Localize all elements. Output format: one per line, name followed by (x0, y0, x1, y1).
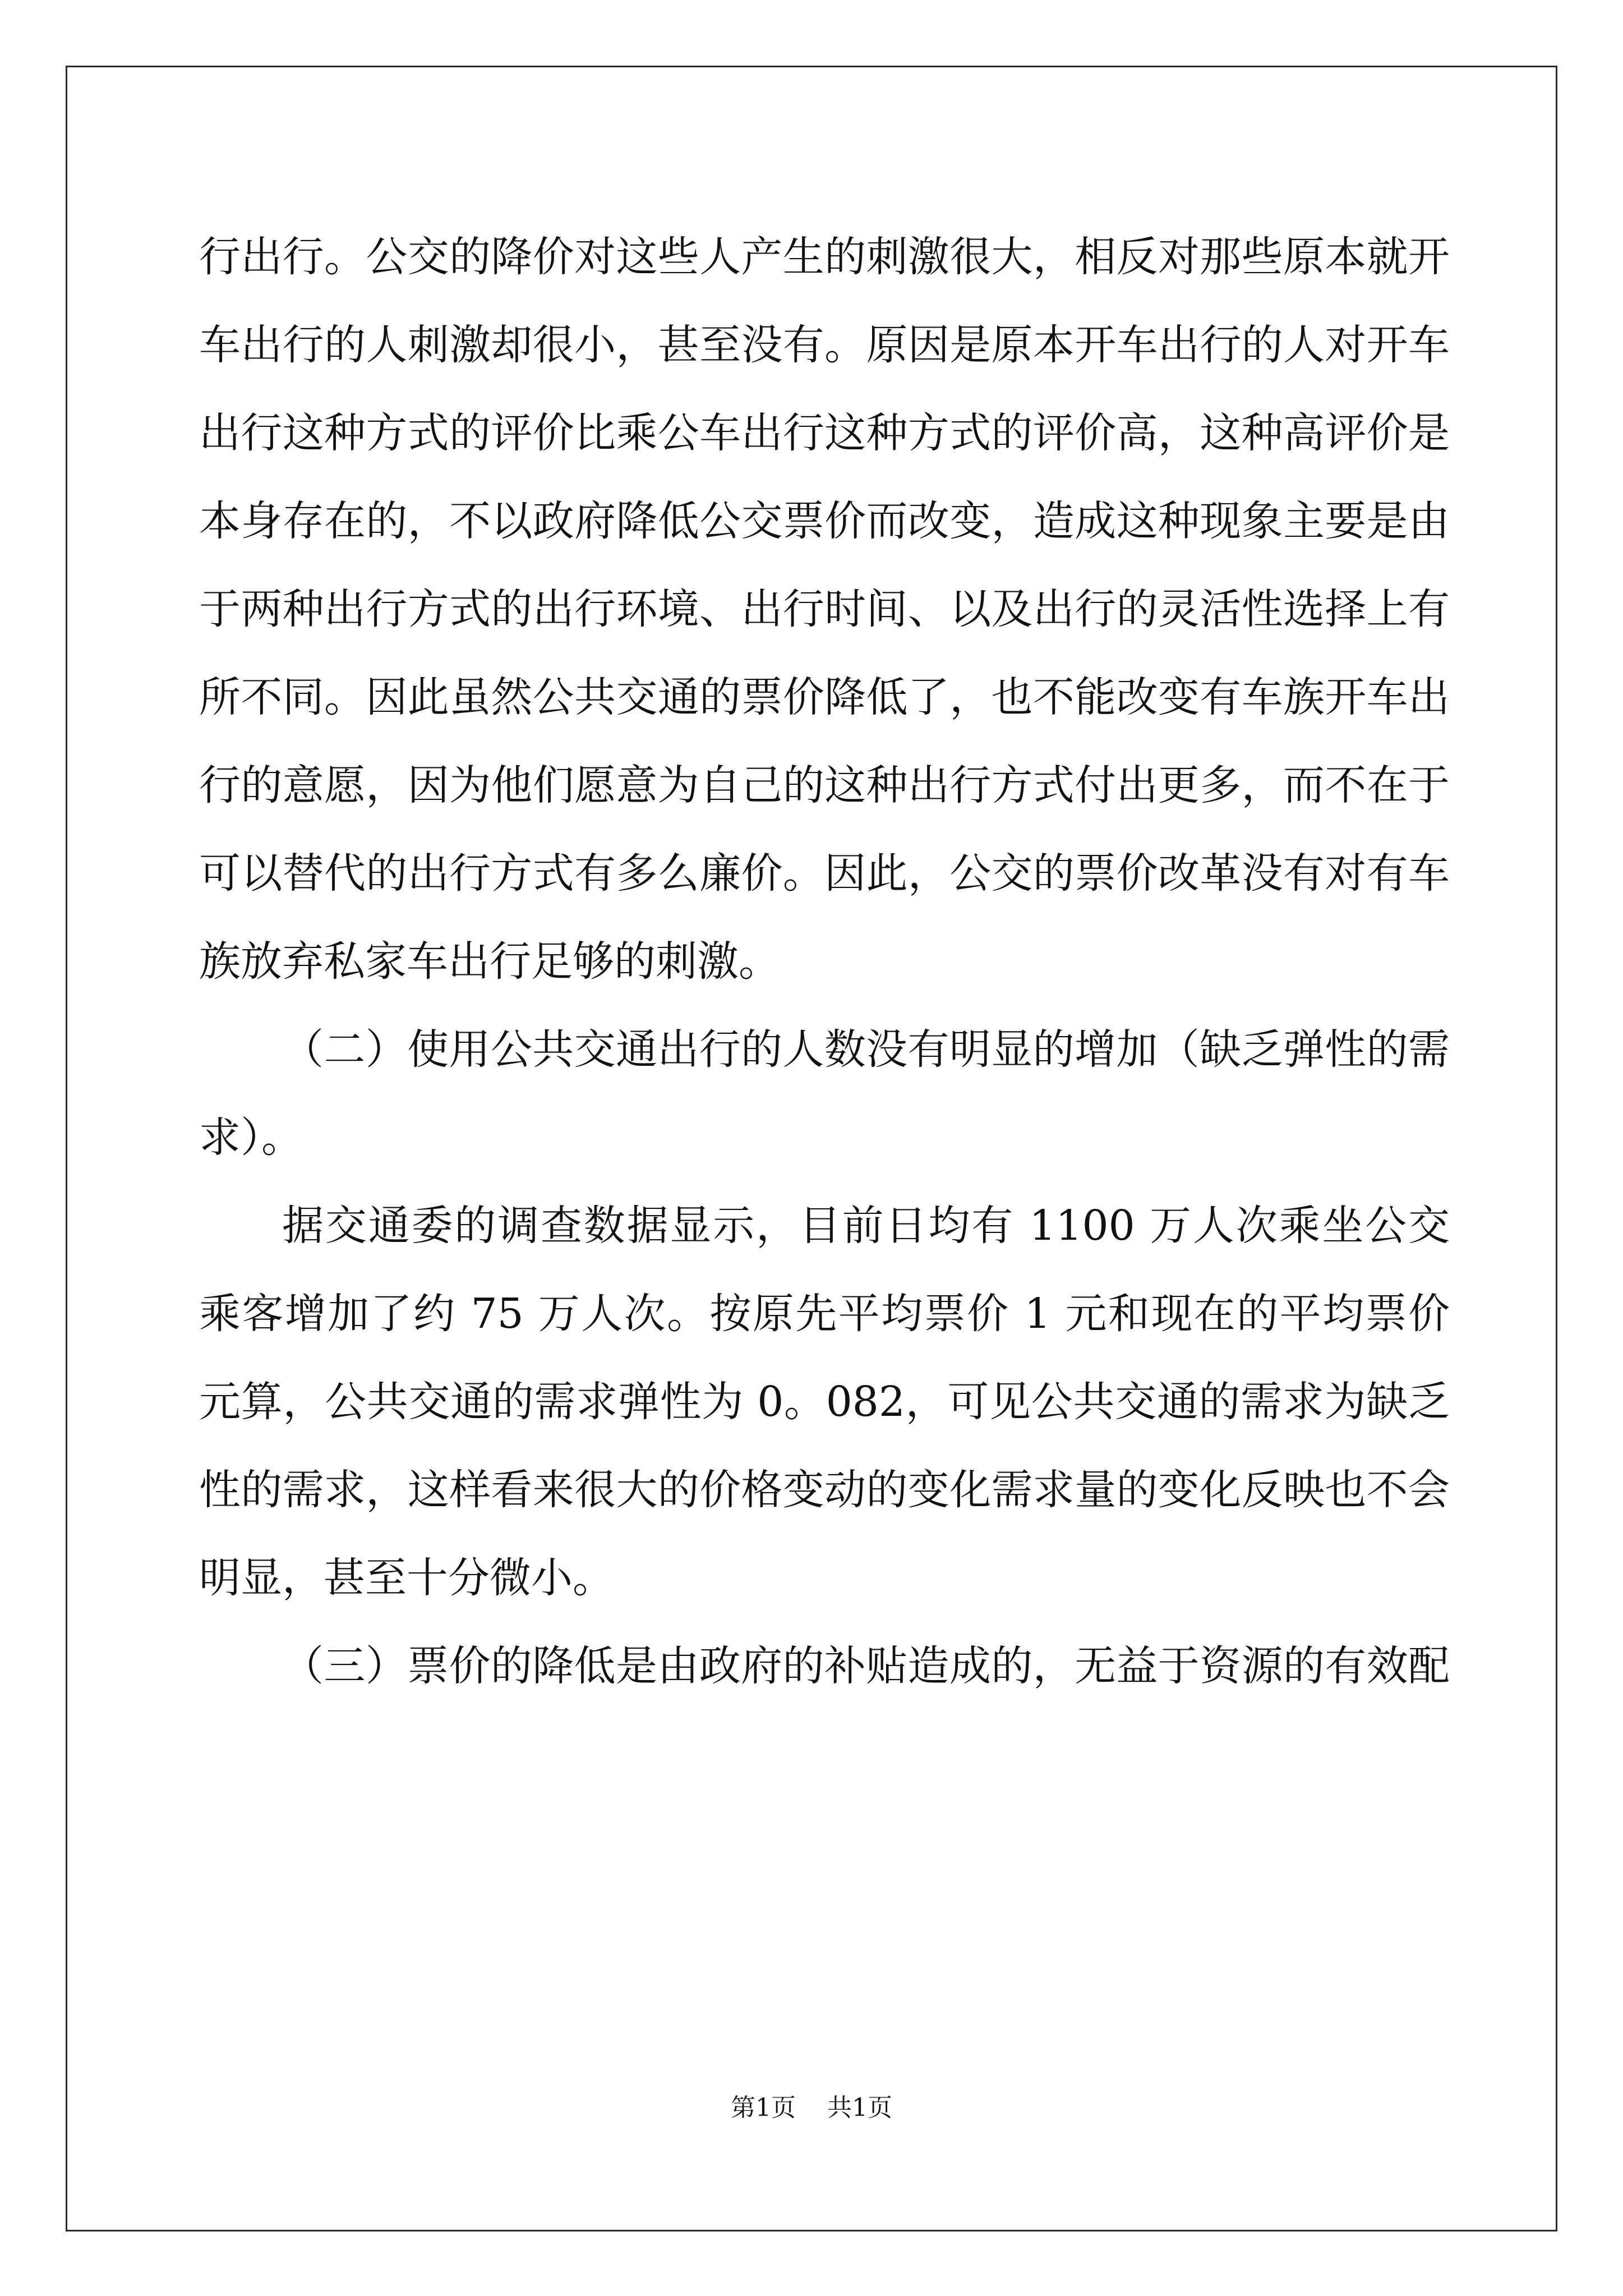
paragraph-line-14: 元算，公共交通的需求弹性为 0。082，可见公共交通的需求为缺乏 (199, 1378, 1450, 1426)
paragraph-line-7: 行的意愿，因为他们愿意为自己的这种出行方式付出更多，而不在于 (199, 761, 1450, 809)
page-number-current: 第1页 (731, 2093, 796, 2122)
section-heading-2-line-1: （二）使用公共交通出行的人数没有明显的增加（缺乏弹性的需 (282, 1025, 1450, 1074)
paragraph-line-5: 于两种出行方式的出行环境、出行时间、以及出行的灵活性选择上有 (199, 585, 1450, 633)
paragraph-line-13: 乘客增加了约 75 万人次。按原先平均票价 1 元和现在的平均票价 (199, 1290, 1450, 1338)
paragraph-line-12: 据交通委的调查数据显示，目前日均有 1100 万人次乘坐公交 (282, 1202, 1450, 1250)
paragraph-line-9: 族放弃私家车出行足够的刺激。 (199, 937, 780, 986)
page-footer (0, 2091, 1623, 2125)
paragraph-line-4: 本身存在的，不以政府降低公交票价而改变，造成这种现象主要是由 (199, 497, 1450, 545)
paragraph-line-6: 所不同。因此虽然公共交通的票价降低了，也不能改变有车族开车出 (199, 673, 1450, 721)
paragraph-line-1: 行出行。公交的降价对这些人产生的刺激很大，相反对那些原本就开 (199, 233, 1450, 281)
page-number-total: 共1页 (827, 2093, 892, 2122)
paragraph-line-15: 性的需求，这样看来很大的价格变动的变化需求量的变化反映也不会 (199, 1466, 1450, 1514)
paragraph-line-16: 明显，甚至十分微小。 (199, 1554, 614, 1602)
document-body (199, 213, 1450, 1710)
paragraph-line-8: 可以替代的出行方式有多么廉价。因此，公交的票价改革没有对有车 (199, 849, 1450, 898)
paragraph-line-2: 车出行的人刺激却很小，甚至没有。原因是原本开车出行的人对开车 (199, 321, 1450, 369)
section-heading-2-line-2: 求）。 (199, 1114, 303, 1162)
paragraph-line-3: 出行这种方式的评价比乘公车出行这种方式的评价高，这种高评价是 (199, 409, 1450, 457)
section-heading-3-line-1: （三）票价的降低是由政府的补贴造成的，无益于资源的有效配 (282, 1642, 1450, 1690)
